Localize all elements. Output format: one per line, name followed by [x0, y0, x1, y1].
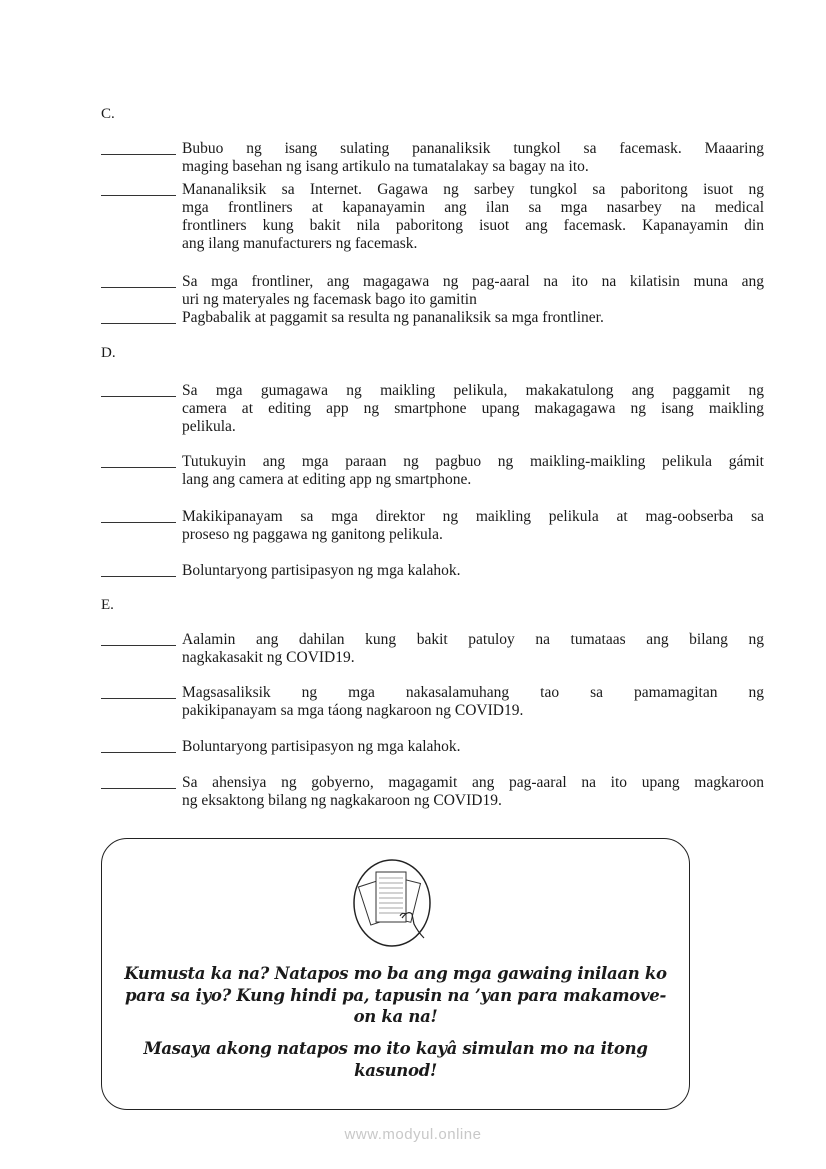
answer-item — [101, 774, 764, 810]
answer-blank[interactable] — [101, 576, 176, 577]
answer-item — [101, 273, 764, 309]
text-line: Bubuo ng isang sulating pananaliksik tungkol sa facemask. Maaaring — [182, 140, 764, 157]
answer-blank[interactable] — [101, 154, 176, 155]
item-text — [182, 140, 764, 176]
message-line: Masaya akong natapos mo ito kayâ simulan mo na itong — [143, 1039, 648, 1058]
text-line: proseso ng paggawa ng ganitong pelikula. — [182, 526, 443, 543]
answer-blank[interactable] — [101, 467, 176, 468]
answer-blank[interactable] — [101, 645, 176, 646]
answer-item — [101, 382, 764, 436]
answer-blank[interactable] — [101, 323, 176, 324]
section-label: E. — [101, 597, 114, 613]
text-line: frontliners kung bakit nila paboritong isuot ang facemask. Kapanayamin din — [182, 217, 764, 234]
item-text — [182, 309, 764, 327]
item-text — [182, 738, 764, 756]
answer-item — [101, 453, 764, 489]
item-text — [182, 508, 764, 544]
item-text — [182, 631, 764, 667]
section-label: C. — [101, 106, 115, 122]
text-line: nagkakasakit ng COVID19. — [182, 649, 355, 666]
answer-blank[interactable] — [101, 752, 176, 753]
closing-message — [116, 963, 675, 1028]
answer-item — [101, 181, 764, 253]
item-text — [182, 382, 764, 436]
text-line: Sa ahensiya ng gobyerno, magagamit ang pag-aaral na ito upang magkaroon — [182, 774, 764, 791]
answer-item — [101, 508, 764, 544]
answer-blank[interactable] — [101, 788, 176, 789]
text-line: Boluntaryong partisipasyon ng mga kalahok. — [182, 738, 461, 755]
answer-item — [101, 738, 764, 756]
text-line: Makikipanayam sa mga direktor ng maikling pelikula at mag-oobserba sa — [182, 508, 764, 525]
text-line: Mananaliksik sa Internet. Gagawa ng sarbey tungkol sa paboritong isuot ng — [182, 181, 764, 198]
text-line: ang ilang manufacturers ng facemask. — [182, 235, 418, 252]
message-line: on ka na! — [353, 1007, 438, 1026]
answer-blank[interactable] — [101, 522, 176, 523]
text-line: mga frontliners at kapanayamin ang ilan sa mga nasarbey na medical — [182, 199, 764, 216]
text-line: Sa mga frontliner, ang magagawa ng pag-aaral na ito na kilatisin muna ang — [182, 273, 764, 290]
item-text — [182, 684, 764, 720]
watermark: www.modyul.online — [344, 1126, 482, 1143]
section-label: D. — [101, 345, 116, 361]
text-line: Magsasaliksik ng mga nakasalamuhang tao sa pamamagitan ng — [182, 684, 764, 701]
answer-item — [101, 684, 764, 720]
answer-blank[interactable] — [101, 287, 176, 288]
item-text — [182, 562, 764, 580]
answer-item — [101, 309, 764, 327]
message-line: kasunod! — [354, 1060, 437, 1080]
item-text — [182, 774, 764, 810]
text-line: ng eksaktong bilang ng nagkakaroon ng COVID19. — [182, 792, 502, 809]
text-line: uri ng materyales ng facemask bago ito gamitin — [182, 291, 477, 308]
answer-item — [101, 140, 764, 176]
closing-encouragement — [116, 1038, 675, 1081]
closing-message-box — [101, 838, 690, 1110]
message-line: para sa iyo? Kung hindi pa, tapusin na ’yan para makamove- — [124, 985, 667, 1005]
text-line: camera at editing app ng smartphone upang makagagawa ng isang maikling — [182, 400, 764, 417]
papers-in-hand-icon — [352, 858, 432, 948]
answer-blank[interactable] — [101, 396, 176, 397]
text-line: maging basehan ng isang artikulo na tumatalakay sa bagay na ito. — [182, 158, 589, 175]
answer-item — [101, 562, 764, 580]
item-text — [182, 273, 764, 309]
text-line: pelikula. — [182, 418, 236, 435]
answer-blank[interactable] — [101, 698, 176, 699]
answer-item — [101, 631, 764, 667]
message-line: Kumusta ka na? Natapos mo ba ang mga gawaing inilaan ko — [124, 964, 667, 983]
answer-blank[interactable] — [101, 195, 176, 196]
text-line: Boluntaryong partisipasyon ng mga kalahok. — [182, 562, 461, 579]
item-text — [182, 453, 764, 489]
text-line: Pagbabalik at paggamit sa resulta ng pananaliksik sa mga frontliner. — [182, 309, 604, 326]
text-line: lang ang camera at editing app ng smartphone. — [182, 471, 472, 488]
text-line: Aalamin ang dahilan kung bakit patuloy na tumataas ang bilang ng — [182, 631, 764, 648]
text-line: Tutukuyin ang mga paraan ng pagbuo ng maikling-maikling pelikula gámit — [182, 453, 764, 470]
text-line: pakikipanayam sa mga táong nagkaroon ng COVID19. — [182, 702, 524, 719]
text-line: Sa mga gumagawa ng maikling pelikula, makakatulong ang paggamit ng — [182, 382, 764, 399]
item-text — [182, 181, 764, 253]
